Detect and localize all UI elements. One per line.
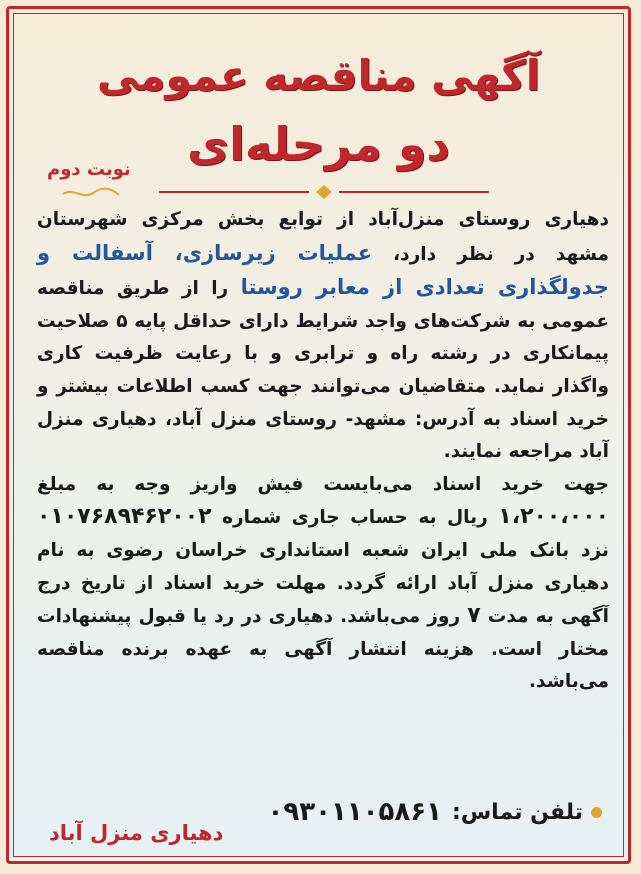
bullet-icon <box>591 807 602 818</box>
body-payment-mid: ریال به حساب جاری شماره <box>211 507 499 529</box>
ad-body <box>37 204 609 699</box>
project-title: عملیات زیرسازی، آسفالت و جدولگذاری تعدادی از معابر روستا <box>37 240 609 300</box>
contact-label: تلفن تماس: <box>452 799 583 825</box>
round-label: نوبت دوم <box>47 159 131 180</box>
amount-value: ۱،۲۰۰،۰۰۰ <box>498 504 609 530</box>
account-number: ۰۱۰۷۶۸۹۴۶۲۰۰۲ <box>37 504 212 530</box>
ad-frame <box>6 6 631 864</box>
ad-title-line2: دو مرحله‌ای <box>186 117 451 171</box>
ad-title-line1: آگهی مناقصه عمومی <box>96 51 541 100</box>
body-closing: روز می‌باشد. دهیاری در رد یا قبول پیشنهادات مختار است. هزینه انتشار آگهی به عهده برنده مناقصه می‌باشد. <box>37 606 609 693</box>
deadline-days: ۷ <box>467 603 481 629</box>
divider-ornament-icon <box>159 185 489 199</box>
body-conditions: را از طریق مناقصه عمومی به شرکت‌های واجد شرایط دارای حداقل پایه ۵ صلاحیت پیمانکاری در رشته راه و ترابری و با رعایت ظرفیت کاری واگذار نماید. متقاضیان می‌توانند جهت کسب اطلاعات بیشتر و خرید اسناد به آدرس: مشهد- روستای منزل آباد، دهیاری منزل آباد مراجعه نمایند. <box>37 278 609 463</box>
body-bank-info: نزد بانک ملی ایران شعبه استانداری خراسان رضوی به نام دهیاری منزل آباد ارائه گردد. مهلت خرید اسناد از تاریخ درج آگهی به مدت <box>37 539 609 628</box>
body-payment-intro: جهت خرید اسناد می‌بایست فیش واریز وجه به مبلغ <box>37 473 609 495</box>
swirl-ornament-icon <box>61 186 121 200</box>
phone-number[interactable]: ۰۹۳۰۱۱۰۵۸۶۱ <box>267 797 443 827</box>
signature: دهیاری منزل آباد <box>49 821 224 845</box>
body-intro: دهیاری روستای منزل‌آباد از توابع بخش مرکزی شهرستان مشهد در نظر دارد، <box>37 209 609 265</box>
contact-row <box>267 797 602 827</box>
